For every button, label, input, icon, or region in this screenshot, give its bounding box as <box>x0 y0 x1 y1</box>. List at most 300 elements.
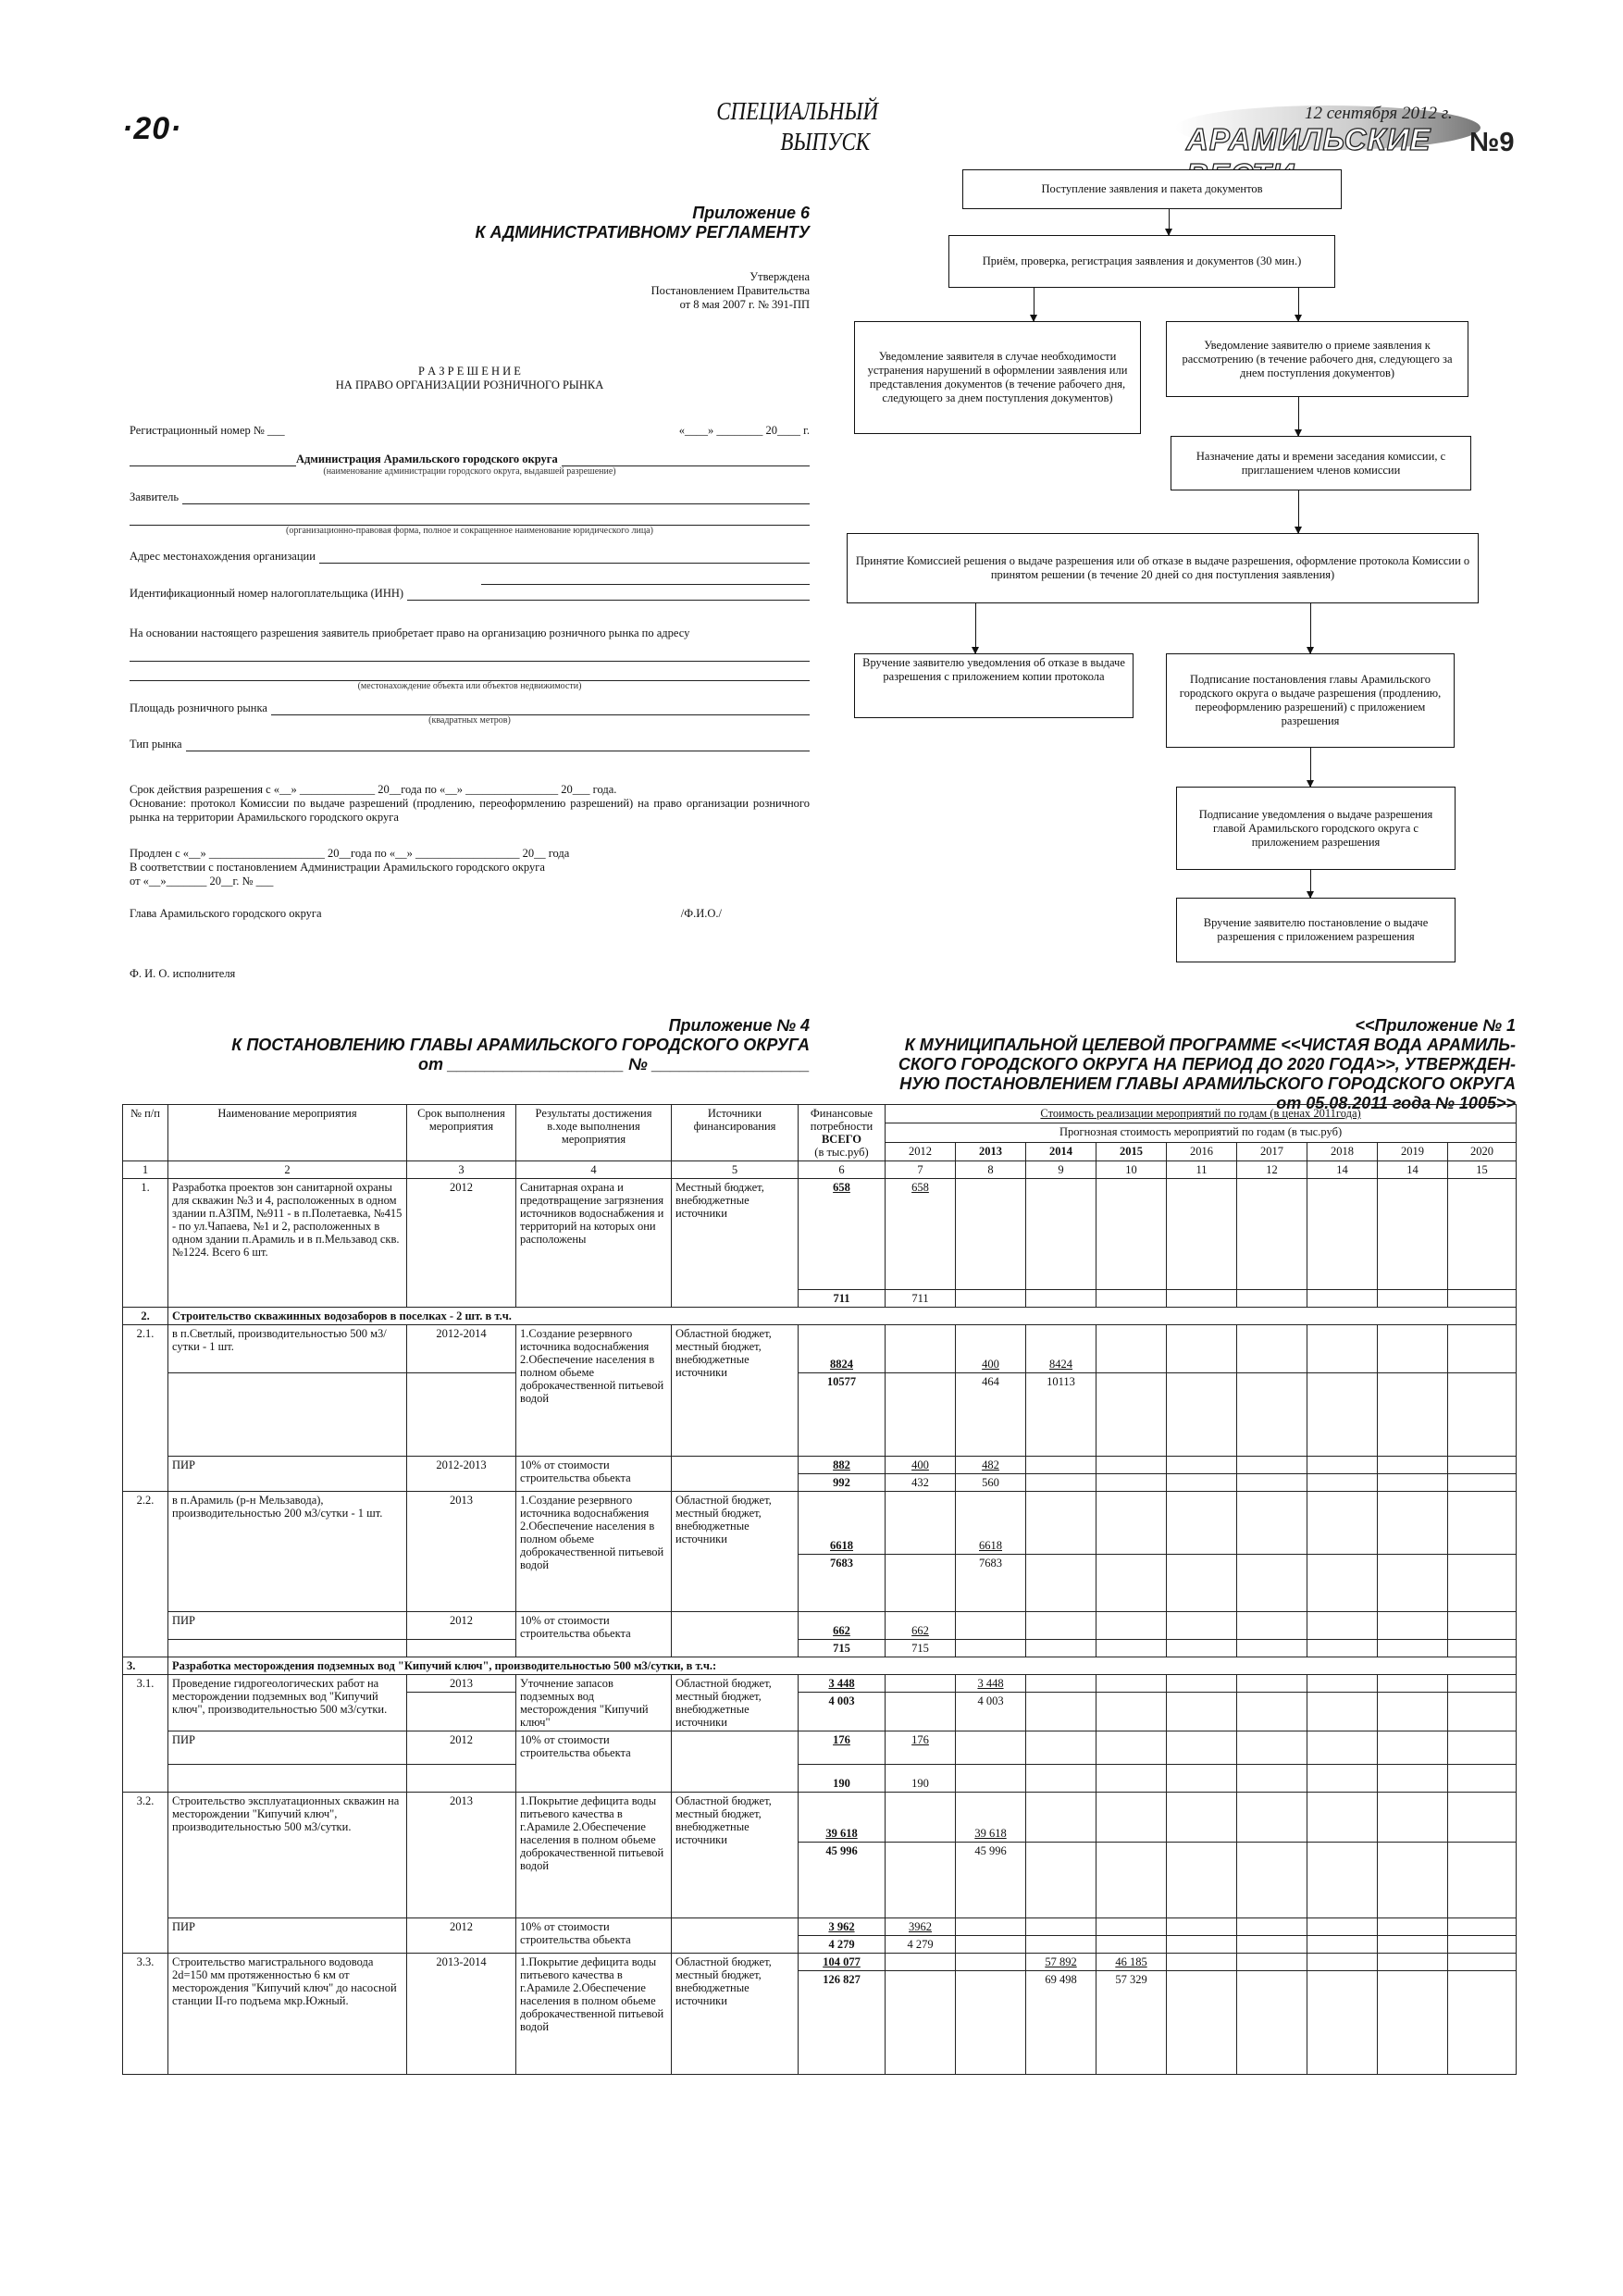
empty-cell <box>1448 1457 1517 1474</box>
table-cell: 10% от стоимости строительства обьекта <box>516 1457 672 1492</box>
empty-cell <box>1026 1936 1096 1954</box>
table-cell: 400 <box>956 1325 1026 1373</box>
empty-cell <box>1307 1492 1378 1555</box>
table-row <box>123 1457 1517 1474</box>
empty-cell <box>886 1954 956 1971</box>
appendix1-line5: от 05.08.2011 года № 1005>> <box>1276 1094 1516 1112</box>
col-term-header: Срок выполнения мероприятия <box>407 1105 516 1161</box>
table-cell: 1. <box>123 1179 168 1308</box>
table-cell: 2012 <box>407 1731 516 1765</box>
permit-form <box>130 424 810 981</box>
empty-cell <box>1167 1474 1237 1492</box>
empty-cell <box>1167 1675 1237 1693</box>
area-label: Площадь розничного рынка <box>130 701 267 714</box>
table-cell: 7683 <box>799 1555 886 1612</box>
empty-cell <box>1378 1675 1448 1693</box>
empty-cell <box>1448 1474 1517 1492</box>
flow-step-5: Назначение даты и времени заседания комиссии, с приглашением членов комиссии <box>1171 436 1471 490</box>
colnum-cell: 1 <box>123 1161 168 1179</box>
empty-cell <box>1237 1555 1307 1612</box>
empty-cell <box>886 1555 956 1612</box>
empty-cell <box>886 1675 956 1693</box>
table-cell: 10% от стоимости строительства обьекта <box>516 1918 672 1954</box>
table-cell: 57 329 <box>1096 1971 1167 2075</box>
empty-cell <box>1378 1325 1448 1373</box>
empty-cell <box>1167 1693 1237 1731</box>
empty-cell <box>1026 1492 1096 1555</box>
table-cell: 2.2. <box>123 1492 168 1657</box>
empty-cell <box>1096 1612 1167 1640</box>
year-cell: 2012 <box>886 1142 956 1160</box>
empty-cell <box>886 1793 956 1843</box>
empty-cell <box>1026 1474 1096 1492</box>
table-cell: Санитарная охрана и предотвращение загрязнения источников водоснабжения и территорий на которых они расположены <box>516 1179 672 1308</box>
year-cell: 2019 <box>1378 1142 1448 1160</box>
table-cell: ПИР <box>168 1918 407 1954</box>
empty-cell <box>886 1693 956 1731</box>
empty-cell <box>1378 1373 1448 1457</box>
need-line2: ВСЕГО <box>821 1133 862 1146</box>
table-cell: 104 077 <box>799 1954 886 1971</box>
year-cell: 2015 <box>1096 1142 1167 1160</box>
empty-cell <box>1378 1555 1448 1612</box>
empty-cell <box>1307 1373 1378 1457</box>
colnum-cell: 4 <box>516 1161 672 1179</box>
empty-cell <box>672 1457 799 1492</box>
table-cell: 69 498 <box>1026 1971 1096 2075</box>
appendix1-line2: К МУНИЦИПАЛЬНОЙ ЦЕЛЕВОЙ ПРОГРАММЕ <<ЧИСТАЯ ВОДА АРАМИЛЬ- <box>904 1036 1516 1054</box>
empty-cell <box>1307 1954 1378 1971</box>
col-need-header <box>799 1105 886 1161</box>
table-cell: 711 <box>886 1290 956 1308</box>
area-row <box>130 701 810 715</box>
col-result-header: Результаты достижения в.ходе выполнения мероприятия <box>516 1105 672 1161</box>
table-cell: 7683 <box>956 1555 1026 1612</box>
cost-header: Стоимость реализации мероприятий по годам (в ценах 2011года) <box>886 1105 1517 1123</box>
colnum-cell: 9 <box>1026 1161 1096 1179</box>
empty-cell <box>956 1290 1026 1308</box>
empty-cell <box>956 1918 1026 1936</box>
empty-cell <box>1378 1936 1448 1954</box>
empty-cell <box>407 1693 516 1731</box>
empty-cell <box>1026 1918 1096 1936</box>
empty-cell <box>1448 1936 1517 1954</box>
table-row <box>123 1373 1517 1457</box>
empty-cell <box>1237 1954 1307 1971</box>
table-cell: в п.Арамиль (р-н Мельзавода), производительностью 200 м3/сутки - 1 шт. <box>168 1492 407 1612</box>
empty-cell <box>886 1492 956 1555</box>
flow-step-1: Поступление заявления и пакета документов <box>962 169 1342 209</box>
empty-cell <box>1378 1693 1448 1731</box>
empty-cell <box>1167 1290 1237 1308</box>
empty-cell <box>1307 1971 1378 2075</box>
empty-cell <box>1448 1555 1517 1612</box>
empty-cell <box>1237 1474 1307 1492</box>
empty-cell <box>1237 1971 1307 2075</box>
empty-cell <box>168 1640 407 1657</box>
table-cell: 2013 <box>407 1675 516 1693</box>
table-cell: Областной бюджет, местный бюджет, внебюджетные источники <box>672 1954 799 2075</box>
empty-cell <box>1167 1936 1237 1954</box>
extension-block <box>130 847 810 888</box>
empty-cell <box>672 1731 799 1793</box>
empty-cell <box>1378 1457 1448 1474</box>
location-caption: (местонахождение объекта или объектов недвижимости) <box>357 681 582 691</box>
table-cell: ПИР <box>168 1457 407 1492</box>
flow-step-10: Вручение заявителю постановление о выдаче разрешения с приложением разрешения <box>1176 898 1456 962</box>
table-cell: 6618 <box>956 1492 1026 1555</box>
empty-cell <box>1307 1918 1378 1936</box>
empty-cell <box>1167 1954 1237 1971</box>
empty-cell <box>1237 1640 1307 1657</box>
empty-cell <box>1307 1555 1378 1612</box>
empty-cell <box>1448 1971 1517 2075</box>
colnum-cell: 8 <box>956 1161 1026 1179</box>
year-cell: 2014 <box>1026 1142 1096 1160</box>
appendix4-header <box>167 1016 810 1074</box>
table-cell: 2013-2014 <box>407 1954 516 2075</box>
table-row <box>123 1793 1517 1843</box>
empty-cell <box>1167 1492 1237 1555</box>
flow-arrow <box>1298 397 1299 436</box>
table-cell: 2. <box>123 1308 168 1325</box>
colnum-cell: 15 <box>1448 1161 1517 1179</box>
colnum-cell: 7 <box>886 1161 956 1179</box>
flow-arrow <box>1298 490 1299 533</box>
table-cell: 4 279 <box>799 1936 886 1954</box>
empty-cell <box>1378 1954 1448 1971</box>
empty-cell <box>1096 1290 1167 1308</box>
table-cell: 45 996 <box>956 1843 1026 1918</box>
empty-cell <box>407 1373 516 1457</box>
empty-cell <box>1378 1731 1448 1765</box>
empty-cell <box>1307 1612 1378 1640</box>
paper-title: АРАМИЛЬСКИЕ <box>1186 122 1431 156</box>
empty-cell <box>1096 1936 1167 1954</box>
area-caption: (квадратных метров) <box>428 715 511 726</box>
empty-cell <box>1096 1640 1167 1657</box>
table-cell: Областной бюджет, местный бюджет, внебюджетные источники <box>672 1492 799 1612</box>
table-cell: 2013 <box>407 1492 516 1612</box>
permit-title-line1: Р А З Р Е Ш Е Н И Е <box>418 365 521 378</box>
empty-cell <box>1026 1675 1096 1693</box>
table-row <box>123 1954 1517 1971</box>
empty-cell <box>1026 1843 1096 1918</box>
empty-cell <box>956 1612 1026 1640</box>
table-row <box>123 1325 1517 1373</box>
from-text: от «__»_______ 20__г. № ___ <box>130 875 274 887</box>
empty-cell <box>1167 1612 1237 1640</box>
empty-cell <box>1237 1731 1307 1765</box>
appendix6-line1: Приложение 6 <box>692 204 810 222</box>
table-cell: 3.1. <box>123 1675 168 1793</box>
flow-step-6: Принятие Комиссией решения о выдаче разрешения или об отказе в выдаче разрешения, оформление протокола Комиссии о принятом решении (в течение 20 дней со дня поступления заявления) <box>847 533 1479 603</box>
table-cell: 1.Покрытие дефицита воды питьевого качества в г.Арамиле 2.Обеспечение населения в полном обьеме доброкачественной питьевой водой <box>516 1793 672 1918</box>
empty-cell <box>1026 1457 1096 1474</box>
table-cell: ПИР <box>168 1612 407 1640</box>
validity-block <box>130 783 810 825</box>
appendix4-line3: от ___________________ № _________________ <box>417 1055 810 1074</box>
empty-cell <box>956 1936 1026 1954</box>
col-source-header: Источники финансирования <box>672 1105 799 1161</box>
table-cell: Строительство магистрального водовода 2d=150 мм протяженностью 6 км от месторождения "Кипучий ключ" до насосной станции II-го подъема мкр.Южный. <box>168 1954 407 2075</box>
empty-cell <box>1378 1640 1448 1657</box>
colnum-cell: 14 <box>1378 1161 1448 1179</box>
inn-label: Идентификационный номер налогоплательщика (ИНН) <box>130 587 404 600</box>
empty-cell <box>1167 1640 1237 1657</box>
special-line-1: СПЕЦИАЛЬНЫЙ <box>716 97 879 125</box>
fio-label: /Ф.И.О./ <box>680 907 722 920</box>
table-cell: 190 <box>886 1765 956 1793</box>
empty-cell <box>1448 1675 1517 1693</box>
empty-cell <box>1026 1731 1096 1765</box>
table-cell: Областной бюджет, местный бюджет, внебюджетные источники <box>672 1793 799 1918</box>
appendix4-line2: К ПОСТАНОВЛЕНИЮ ГЛАВЫ АРАМИЛЬСКОГО ГОРОДСКОГО ОКРУГА <box>231 1036 810 1054</box>
table-cell: 3.3. <box>123 1954 168 2075</box>
table-cell: Разработка проектов зон санитарной охраны для скважин №3 и 4, расположенных в одном здании п.АЗПМ, №911 - в п.Полетаевка, №415 - по ул.Чапаева, №1 и 2, расположенных в одном здании п.Арамиль и в п.Мельзавод скв.№1224. Всего 6 шт. <box>168 1179 407 1308</box>
section-row <box>123 1657 1517 1675</box>
table-cell: 57 892 <box>1026 1954 1096 1971</box>
empty-cell <box>1307 1474 1378 1492</box>
col-num-header: № п/п <box>123 1105 168 1161</box>
appendix1-line4: НУЮ ПОСТАНОВЛЕНИЕМ ГЛАВЫ АРАМИЛЬСКОГО ГОРОДСКОГО ОКРУГА <box>899 1074 1516 1093</box>
issue-number: №9 <box>1469 128 1515 157</box>
empty-cell <box>1026 1693 1096 1731</box>
special-line-2: ВЫПУСК <box>780 128 870 155</box>
applicant-caption: (организационно-правовая форма, полное и сокращенное наименование юридического лица) <box>286 526 653 536</box>
table-cell: 1.Покрытие дефицита воды питьевого качества в г.Арамиле 2.Обеспечение населения в полном обьеме доброкачественной питьевой водой <box>516 1954 672 2075</box>
table-cell: 4 003 <box>956 1693 1026 1731</box>
empty-cell <box>1378 1492 1448 1555</box>
type-label: Тип рынка <box>130 738 182 751</box>
empty-cell <box>1026 1640 1096 1657</box>
table-cell: 662 <box>799 1612 886 1640</box>
type-row <box>130 738 810 751</box>
table-cell: Областной бюджет, местный бюджет, внебюджетные источники <box>672 1325 799 1457</box>
empty-cell <box>1096 1492 1167 1555</box>
accordance-text: В соответствии с постановлением Администрации Арамильского городского округа <box>130 861 545 874</box>
table-cell: 1.Создание резервного источника водоснабжения 2.Обеспечение населения в полном обьеме доброкачественной питьевой водой <box>516 1492 672 1612</box>
validity-text: Срок действия разрешения с «__» _____________ 20__года по «__» ________________ 20___ года. <box>130 783 617 796</box>
empty-cell <box>407 1765 516 1793</box>
empty-cell <box>1307 1179 1378 1290</box>
table-cell: Строительство скважинных водозаборов в поселках - 2 шт. в т.ч. <box>168 1308 1517 1325</box>
flow-step-9: Подписание уведомления о выдаче разрешения главой Арамильского городского округа с приложением разрешения <box>1176 787 1456 870</box>
empty-cell <box>1026 1765 1096 1793</box>
table-cell: 176 <box>886 1731 956 1765</box>
empty-cell <box>1096 1693 1167 1731</box>
table-cell: 10577 <box>799 1373 886 1457</box>
admin-row <box>130 453 810 466</box>
empty-cell <box>1448 1640 1517 1657</box>
empty-cell <box>1167 1793 1237 1843</box>
table-header-row <box>123 1105 1517 1123</box>
empty-cell <box>1167 1765 1237 1793</box>
empty-cell <box>1378 1918 1448 1936</box>
table-cell: 3.2. <box>123 1793 168 1954</box>
year-cell: 2020 <box>1448 1142 1517 1160</box>
reg-date: «____» ________ 20____ г. <box>678 424 810 437</box>
basis-label: На основании настоящего разрешения заявитель приобретает право на организацию розничного рынка по адресу <box>130 627 690 639</box>
empty-cell <box>1378 1765 1448 1793</box>
empty-cell <box>1378 1474 1448 1492</box>
flow-step-8: Подписание постановления главы Арамильского городского округа о выдаче разрешения (продлению, переоформлению разрешений) с приложением разрешения <box>1166 653 1455 748</box>
empty-cell <box>1026 1555 1096 1612</box>
issue-date: 12 сентября 2012 г. <box>1305 104 1453 123</box>
table-cell: 992 <box>799 1474 886 1492</box>
need-line1: Финансовые потребности <box>810 1107 873 1133</box>
executor-label: Ф. И. О. исполнителя <box>130 967 236 980</box>
empty-cell <box>956 1765 1026 1793</box>
empty-cell <box>168 1765 407 1793</box>
table-cell: 464 <box>956 1373 1026 1457</box>
empty-cell <box>1096 1843 1167 1918</box>
table-cell: 39 618 <box>956 1793 1026 1843</box>
year-cell: 2016 <box>1167 1142 1237 1160</box>
empty-cell <box>1026 1612 1096 1640</box>
flow-arrow <box>1169 209 1170 235</box>
empty-cell <box>1237 1612 1307 1640</box>
approved-line1: Утверждена <box>750 270 810 283</box>
empty-cell <box>1096 1555 1167 1612</box>
table-row <box>123 1731 1517 1765</box>
table-row <box>123 1765 1517 1793</box>
empty-cell <box>1378 1179 1448 1290</box>
colnum-cell: 14 <box>1307 1161 1378 1179</box>
table-cell: 432 <box>886 1474 956 1492</box>
colnum-cell: 12 <box>1237 1161 1307 1179</box>
colnum-cell: 3 <box>407 1161 516 1179</box>
table-cell: 2012 <box>407 1918 516 1954</box>
flow-arrow <box>1310 603 1311 653</box>
table-cell: ПИР <box>168 1731 407 1765</box>
table-cell: 662 <box>886 1612 956 1640</box>
empty-cell <box>1307 1693 1378 1731</box>
empty-cell <box>1378 1612 1448 1640</box>
empty-cell <box>1096 1675 1167 1693</box>
empty-cell <box>1448 1693 1517 1731</box>
table-cell: Разработка месторождения подземных вод "Кипучий ключ", производительностью 500 м3/сутки, в т.ч.: <box>168 1657 1517 1675</box>
program-table <box>122 1104 1517 2075</box>
table-cell: 6618 <box>799 1492 886 1555</box>
flow-step-3: Уведомление заявителя в случае необходимости устранения нарушений в оформлении заявления или представления документов (в течение рабочего дня, следующего за днем поступления документов) <box>854 321 1141 434</box>
empty-cell <box>1237 1793 1307 1843</box>
table-cell: 482 <box>956 1457 1026 1474</box>
special-issue-label <box>716 96 879 157</box>
empty-cell <box>1096 1474 1167 1492</box>
empty-cell <box>1448 1612 1517 1640</box>
table-cell: 39 618 <box>799 1793 886 1843</box>
empty-cell <box>1448 1731 1517 1765</box>
table-row <box>123 1640 1517 1657</box>
empty-cell <box>1307 1675 1378 1693</box>
empty-cell <box>1237 1492 1307 1555</box>
appendix4-line1: Приложение № 4 <box>668 1016 810 1035</box>
table-cell: 715 <box>886 1640 956 1657</box>
table-cell: Местный бюджет, внебюджетные источники <box>672 1179 799 1308</box>
table-cell: 10% от стоимости строительства обьекта <box>516 1731 672 1793</box>
empty-cell <box>1096 1918 1167 1936</box>
empty-cell <box>1448 1954 1517 1971</box>
appendix1-line3: СКОГО ГОРОДСКОГО ОКРУГА НА ПЕРИОД ДО 2020 ГОДА>>, УТВЕРЖДЕН- <box>898 1055 1516 1074</box>
appendix6-line2: К АДМИНИСТРАТИВНОМУ РЕГЛАМЕНТУ <box>475 223 810 242</box>
empty-cell <box>1237 1373 1307 1457</box>
empty-cell <box>672 1612 799 1657</box>
need-line3: (в тыс.руб) <box>814 1146 869 1159</box>
empty-cell <box>1448 1179 1517 1290</box>
address-label: Адрес местонахождения организации <box>130 550 316 563</box>
table-cell: 8424 <box>1026 1325 1096 1373</box>
empty-cell <box>1096 1179 1167 1290</box>
empty-cell <box>1167 1731 1237 1765</box>
masthead-logo <box>1175 100 1515 165</box>
applicant-label: Заявитель <box>130 490 180 503</box>
address-row <box>130 550 810 564</box>
empty-cell <box>1096 1765 1167 1793</box>
page-number: ·20· <box>122 111 182 146</box>
empty-cell <box>1167 1325 1237 1373</box>
colnum-cell: 2 <box>168 1161 407 1179</box>
empty-cell <box>1096 1731 1167 1765</box>
empty-cell <box>1378 1843 1448 1918</box>
reg-row <box>130 424 810 438</box>
colnum-cell: 11 <box>1167 1161 1237 1179</box>
table-cell: 1.Создание резервного источника водоснабжения 2.Обеспечение населения в полном обьеме доброкачественной питьевой водой <box>516 1325 672 1457</box>
reg-number-label: Регистрационный номер № ___ <box>130 424 285 437</box>
empty-cell <box>1307 1640 1378 1657</box>
empty-cell <box>1167 1457 1237 1474</box>
table-cell: 2.1. <box>123 1325 168 1492</box>
empty-cell <box>672 1918 799 1954</box>
year-cell: 2013 <box>956 1142 1026 1160</box>
empty-cell <box>1167 1179 1237 1290</box>
empty-cell <box>1237 1675 1307 1693</box>
table-cell: 190 <box>799 1765 886 1793</box>
signature-row <box>130 907 810 921</box>
approval-block <box>518 270 810 312</box>
table-cell: 176 <box>799 1731 886 1765</box>
empty-cell <box>1237 1693 1307 1731</box>
table-cell: 2012-2014 <box>407 1325 516 1373</box>
empty-cell <box>1448 1793 1517 1843</box>
table-row <box>123 1179 1517 1290</box>
colnum-cell: 10 <box>1096 1161 1167 1179</box>
basis-row <box>130 627 810 640</box>
table-row <box>123 1675 1517 1693</box>
empty-cell <box>886 1325 956 1373</box>
empty-cell <box>1237 1918 1307 1936</box>
table-cell: 3962 <box>886 1918 956 1936</box>
table-row <box>123 1918 1517 1936</box>
empty-cell <box>1307 1936 1378 1954</box>
table-cell: 2012 <box>407 1179 516 1308</box>
table-cell: 2012 <box>407 1612 516 1640</box>
table-cell: Проведение гидрогеологических работ на месторождении подземных вод "Кипучий ключ", производительностью 500 м3/сутки. <box>168 1675 407 1731</box>
table-cell: Областной бюджет, местный бюджет, внебюджетные источники <box>672 1675 799 1731</box>
permit-title <box>130 365 810 392</box>
col-name-header: Наименование мероприятия <box>168 1105 407 1161</box>
table-cell: 3 448 <box>956 1675 1026 1693</box>
empty-cell <box>1448 1290 1517 1308</box>
empty-cell <box>1096 1457 1167 1474</box>
empty-cell <box>1026 1179 1096 1290</box>
empty-cell <box>1237 1936 1307 1954</box>
table-cell: 3 962 <box>799 1918 886 1936</box>
empty-cell <box>956 1731 1026 1765</box>
grounds-text: Основание: протокол Комиссии по выдаче разрешений (продлению, переоформлению разрешений) на право организации розничного рынка на территории Арамильского городского округа <box>130 797 810 824</box>
appendix1-header <box>861 1016 1516 1113</box>
colnum-cell: 5 <box>672 1161 799 1179</box>
